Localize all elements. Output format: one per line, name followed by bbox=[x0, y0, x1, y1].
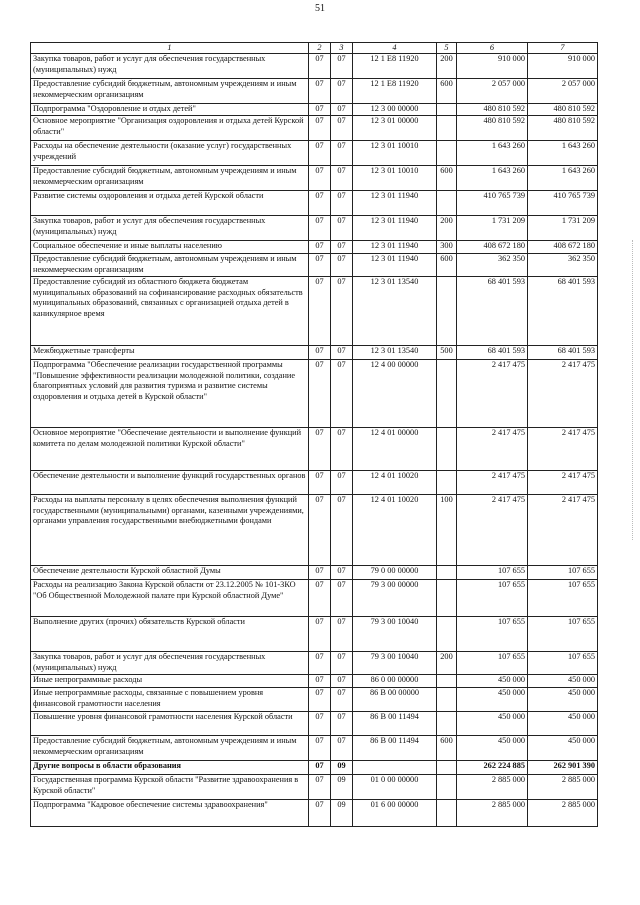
row-subsection: 07 bbox=[331, 580, 353, 617]
row-subsection: 07 bbox=[331, 254, 353, 277]
row-amount-year2: 2 417 475 bbox=[528, 360, 598, 428]
row-expense-type bbox=[437, 104, 457, 116]
row-subsection: 07 bbox=[331, 191, 353, 216]
row-name: Предоставление субсидий бюджетным, автономным учреждениям и иным некоммерческим организациям bbox=[31, 736, 309, 761]
row-amount-year1: 2 417 475 bbox=[457, 428, 528, 471]
row-target-article: 86 В 00 00000 bbox=[353, 688, 437, 712]
row-amount-year2: 2 417 475 bbox=[528, 471, 598, 495]
row-section: 07 bbox=[309, 428, 331, 471]
row-amount-year1: 107 655 bbox=[457, 566, 528, 580]
row-target-article: 01 6 00 00000 bbox=[353, 800, 437, 827]
row-amount-year1: 450 000 bbox=[457, 736, 528, 761]
row-subsection: 07 bbox=[331, 617, 353, 652]
row-amount-year2: 1 643 260 bbox=[528, 166, 598, 191]
table-row bbox=[31, 566, 598, 580]
header-col-amount-year1: 6 bbox=[457, 43, 528, 54]
row-amount-year1: 362 350 bbox=[457, 254, 528, 277]
row-name: Социальное обеспечение и иные выплаты населению bbox=[31, 241, 309, 254]
row-expense-type: 500 bbox=[437, 346, 457, 360]
row-section: 07 bbox=[309, 566, 331, 580]
row-target-article: 12 1 E8 11920 bbox=[353, 79, 437, 104]
row-amount-year1: 480 810 592 bbox=[457, 104, 528, 116]
table-row bbox=[31, 241, 598, 254]
row-name: Повышение уровня финансовой грамотности населения Курской области bbox=[31, 712, 309, 736]
table-row bbox=[31, 761, 598, 775]
row-amount-year2: 2 417 475 bbox=[528, 495, 598, 566]
row-name: Государственная программа Курской области "Развитие здравоохранения в Курской области" bbox=[31, 775, 309, 800]
row-subsection: 07 bbox=[331, 652, 353, 675]
row-expense-type: 300 bbox=[437, 241, 457, 254]
row-subsection: 07 bbox=[331, 428, 353, 471]
row-amount-year2: 480 810 592 bbox=[528, 116, 598, 141]
table-row bbox=[31, 166, 598, 191]
row-name: Расходы на обеспечение деятельности (оказание услуг) государственных учреждений bbox=[31, 141, 309, 166]
row-name: Иные непрограммные расходы bbox=[31, 675, 309, 688]
header-col-section: 2 bbox=[309, 43, 331, 54]
row-amount-year1: 450 000 bbox=[457, 675, 528, 688]
row-amount-year1: 480 810 592 bbox=[457, 116, 528, 141]
row-subsection: 07 bbox=[331, 471, 353, 495]
table-row bbox=[31, 688, 598, 712]
row-amount-year2: 450 000 bbox=[528, 736, 598, 761]
row-section: 07 bbox=[309, 241, 331, 254]
row-section: 07 bbox=[309, 346, 331, 360]
row-amount-year2: 410 765 739 bbox=[528, 191, 598, 216]
row-expense-type: 600 bbox=[437, 79, 457, 104]
row-section: 07 bbox=[309, 277, 331, 346]
row-name: Подпрограмма "Оздоровление и отдых детей" bbox=[31, 104, 309, 116]
row-name: Предоставление субсидий бюджетным, автономным учреждениям и иным некоммерческим организациям bbox=[31, 166, 309, 191]
row-name: Другие вопросы в области образования bbox=[31, 761, 309, 775]
row-section: 07 bbox=[309, 166, 331, 191]
table-row bbox=[31, 277, 598, 346]
row-amount-year1: 2 417 475 bbox=[457, 495, 528, 566]
row-target-article: 12 3 01 10010 bbox=[353, 166, 437, 191]
row-amount-year1: 1 643 260 bbox=[457, 141, 528, 166]
row-expense-type bbox=[437, 800, 457, 827]
row-expense-type bbox=[437, 360, 457, 428]
row-section: 07 bbox=[309, 141, 331, 166]
row-section: 07 bbox=[309, 216, 331, 241]
row-target-article: 12 3 00 00000 bbox=[353, 104, 437, 116]
row-amount-year1: 2 885 000 bbox=[457, 800, 528, 827]
row-section: 07 bbox=[309, 471, 331, 495]
row-name: Подпрограмма "Кадровое обеспечение системы здравоохранения" bbox=[31, 800, 309, 827]
row-name: Межбюджетные трансферты bbox=[31, 346, 309, 360]
row-section: 07 bbox=[309, 580, 331, 617]
row-subsection: 09 bbox=[331, 761, 353, 775]
row-amount-year2: 1 643 260 bbox=[528, 141, 598, 166]
header-col-name: 1 bbox=[31, 43, 309, 54]
row-target-article: 12 3 01 13540 bbox=[353, 277, 437, 346]
table-row bbox=[31, 216, 598, 241]
row-subsection: 07 bbox=[331, 566, 353, 580]
row-subsection: 07 bbox=[331, 277, 353, 346]
row-subsection: 09 bbox=[331, 775, 353, 800]
table-row bbox=[31, 346, 598, 360]
row-subsection: 07 bbox=[331, 736, 353, 761]
row-amount-year1: 107 655 bbox=[457, 652, 528, 675]
row-name: Иные непрограммные расходы, связанные с повышением уровня финансовой грамотности населения bbox=[31, 688, 309, 712]
row-target-article: 12 3 01 11940 bbox=[353, 241, 437, 254]
row-section: 07 bbox=[309, 54, 331, 79]
row-section: 07 bbox=[309, 116, 331, 141]
row-target-article: 12 4 01 10020 bbox=[353, 471, 437, 495]
row-target-article: 01 0 00 00000 bbox=[353, 775, 437, 800]
row-name: Основное мероприятие "Организация оздоровления и отдыха детей Курской области" bbox=[31, 116, 309, 141]
row-amount-year2: 2 885 000 bbox=[528, 800, 598, 827]
row-subsection: 07 bbox=[331, 241, 353, 254]
row-amount-year1: 68 401 593 bbox=[457, 277, 528, 346]
table-row bbox=[31, 712, 598, 736]
row-target-article: 12 4 01 10020 bbox=[353, 495, 437, 566]
row-expense-type bbox=[437, 428, 457, 471]
page-edge-mark bbox=[632, 240, 635, 540]
row-section: 07 bbox=[309, 775, 331, 800]
row-target-article: 12 3 01 11940 bbox=[353, 254, 437, 277]
row-expense-type bbox=[437, 141, 457, 166]
table-row bbox=[31, 617, 598, 652]
row-target-article: 12 3 01 11940 bbox=[353, 191, 437, 216]
row-name: Расходы на выплаты персоналу в целях обеспечения выполнения функций государственными (муниципальными) органами, казенными учреждениями, органами управления государственными внебюджетными фондами bbox=[31, 495, 309, 566]
row-subsection: 07 bbox=[331, 712, 353, 736]
row-target-article bbox=[353, 761, 437, 775]
row-amount-year2: 362 350 bbox=[528, 254, 598, 277]
table-row bbox=[31, 79, 598, 104]
table-row bbox=[31, 652, 598, 675]
row-name: Подпрограмма "Обеспечение реализации государственной программы "Повышение эффективности реализации молодежной политики, создание благоприятных условий для развития туризма и развитие системы оздоровления и отдыха детей в Курской области" bbox=[31, 360, 309, 428]
row-amount-year2: 107 655 bbox=[528, 652, 598, 675]
row-target-article: 79 0 00 00000 bbox=[353, 566, 437, 580]
row-amount-year1: 2 885 000 bbox=[457, 775, 528, 800]
row-amount-year2: 2 417 475 bbox=[528, 428, 598, 471]
row-expense-type: 200 bbox=[437, 652, 457, 675]
row-target-article: 12 3 01 10010 bbox=[353, 141, 437, 166]
row-expense-type bbox=[437, 688, 457, 712]
row-expense-type bbox=[437, 775, 457, 800]
table-row bbox=[31, 675, 598, 688]
row-target-article: 12 4 01 00000 bbox=[353, 428, 437, 471]
row-amount-year1: 410 765 739 bbox=[457, 191, 528, 216]
row-name: Предоставление субсидий из областного бюджета бюджетам муниципальных образований на софинансирование расходных обязательств муниципальных образований, связанных с организацией отдыха детей в каникулярное время bbox=[31, 277, 309, 346]
row-target-article: 12 3 01 00000 bbox=[353, 116, 437, 141]
row-amount-year2: 2 885 000 bbox=[528, 775, 598, 800]
table-row bbox=[31, 471, 598, 495]
row-amount-year1: 262 224 885 bbox=[457, 761, 528, 775]
row-expense-type bbox=[437, 116, 457, 141]
row-expense-type bbox=[437, 191, 457, 216]
table-header-row bbox=[31, 43, 598, 54]
row-section: 07 bbox=[309, 617, 331, 652]
table-row bbox=[31, 800, 598, 827]
row-amount-year2: 1 731 209 bbox=[528, 216, 598, 241]
table-row bbox=[31, 141, 598, 166]
row-amount-year1: 2 057 000 bbox=[457, 79, 528, 104]
row-expense-type: 600 bbox=[437, 736, 457, 761]
row-amount-year2: 450 000 bbox=[528, 675, 598, 688]
row-amount-year1: 910 000 bbox=[457, 54, 528, 79]
header-col-amount-year2: 7 bbox=[528, 43, 598, 54]
header-col-expense-type: 5 bbox=[437, 43, 457, 54]
row-expense-type bbox=[437, 277, 457, 346]
row-amount-year1: 450 000 bbox=[457, 688, 528, 712]
row-subsection: 09 bbox=[331, 800, 353, 827]
table-row bbox=[31, 580, 598, 617]
row-expense-type bbox=[437, 617, 457, 652]
row-expense-type: 200 bbox=[437, 216, 457, 241]
row-name: Закупка товаров, работ и услуг для обеспечения государственных (муниципальных) нужд bbox=[31, 216, 309, 241]
row-target-article: 12 3 01 13540 bbox=[353, 346, 437, 360]
row-amount-year2: 68 401 593 bbox=[528, 277, 598, 346]
table-row bbox=[31, 54, 598, 79]
row-target-article: 79 3 00 10040 bbox=[353, 617, 437, 652]
row-amount-year1: 450 000 bbox=[457, 712, 528, 736]
row-subsection: 07 bbox=[331, 495, 353, 566]
row-amount-year1: 107 655 bbox=[457, 617, 528, 652]
row-expense-type bbox=[437, 566, 457, 580]
row-name: Предоставление субсидий бюджетным, автономным учреждениям и иным некоммерческим организациям bbox=[31, 79, 309, 104]
row-expense-type bbox=[437, 471, 457, 495]
row-section: 07 bbox=[309, 761, 331, 775]
row-amount-year1: 1 731 209 bbox=[457, 216, 528, 241]
row-subsection: 07 bbox=[331, 166, 353, 191]
row-target-article: 12 4 00 00000 bbox=[353, 360, 437, 428]
row-name: Закупка товаров, работ и услуг для обеспечения государственных (муниципальных) нужд bbox=[31, 54, 309, 79]
row-amount-year1: 2 417 475 bbox=[457, 471, 528, 495]
row-section: 07 bbox=[309, 191, 331, 216]
row-amount-year1: 408 672 180 bbox=[457, 241, 528, 254]
row-subsection: 07 bbox=[331, 360, 353, 428]
row-subsection: 07 bbox=[331, 116, 353, 141]
row-target-article: 79 3 00 10040 bbox=[353, 652, 437, 675]
row-target-article: 86 В 00 11494 bbox=[353, 712, 437, 736]
row-subsection: 07 bbox=[331, 675, 353, 688]
row-amount-year2: 408 672 180 bbox=[528, 241, 598, 254]
row-section: 07 bbox=[309, 712, 331, 736]
row-section: 07 bbox=[309, 79, 331, 104]
row-section: 07 bbox=[309, 652, 331, 675]
row-expense-type bbox=[437, 675, 457, 688]
row-amount-year1: 68 401 593 bbox=[457, 346, 528, 360]
header-col-target-article: 4 bbox=[353, 43, 437, 54]
row-amount-year1: 107 655 bbox=[457, 580, 528, 617]
budget-table bbox=[30, 42, 598, 827]
table-row bbox=[31, 116, 598, 141]
row-expense-type bbox=[437, 761, 457, 775]
row-target-article: 12 3 01 11940 bbox=[353, 216, 437, 241]
table-row bbox=[31, 775, 598, 800]
row-amount-year2: 107 655 bbox=[528, 617, 598, 652]
row-subsection: 07 bbox=[331, 216, 353, 241]
row-section: 07 bbox=[309, 495, 331, 566]
row-section: 07 bbox=[309, 104, 331, 116]
table-row bbox=[31, 254, 598, 277]
row-expense-type: 100 bbox=[437, 495, 457, 566]
row-subsection: 07 bbox=[331, 54, 353, 79]
row-section: 07 bbox=[309, 800, 331, 827]
row-expense-type: 200 bbox=[437, 54, 457, 79]
page-number: 51 bbox=[315, 3, 325, 14]
row-name: Закупка товаров, работ и услуг для обеспечения государственных (муниципальных) нужд bbox=[31, 652, 309, 675]
row-section: 07 bbox=[309, 675, 331, 688]
table-row bbox=[31, 191, 598, 216]
table-row bbox=[31, 104, 598, 116]
row-amount-year1: 2 417 475 bbox=[457, 360, 528, 428]
row-amount-year2: 107 655 bbox=[528, 580, 598, 617]
row-target-article: 12 1 E8 11920 bbox=[353, 54, 437, 79]
table-row bbox=[31, 736, 598, 761]
row-name: Обеспечение деятельности и выполнение функций государственных органов bbox=[31, 471, 309, 495]
row-target-article: 86 0 00 00000 bbox=[353, 675, 437, 688]
row-section: 07 bbox=[309, 688, 331, 712]
table-row bbox=[31, 360, 598, 428]
row-name: Основное мероприятие "Обеспечение деятельности и выполнение функций комитета по делам молодежной политики Курской области" bbox=[31, 428, 309, 471]
row-amount-year2: 2 057 000 bbox=[528, 79, 598, 104]
row-section: 07 bbox=[309, 736, 331, 761]
row-subsection: 07 bbox=[331, 346, 353, 360]
row-amount-year2: 450 000 bbox=[528, 712, 598, 736]
row-expense-type bbox=[437, 580, 457, 617]
row-expense-type bbox=[437, 712, 457, 736]
row-name: Расходы на реализацию Закона Курской области от 23.12.2005 № 101-ЗКО "Об Общественной Молодежной палате при Курской областной Думе" bbox=[31, 580, 309, 617]
row-amount-year2: 480 810 592 bbox=[528, 104, 598, 116]
row-section: 07 bbox=[309, 254, 331, 277]
row-target-article: 79 3 00 00000 bbox=[353, 580, 437, 617]
row-amount-year2: 262 901 390 bbox=[528, 761, 598, 775]
row-subsection: 07 bbox=[331, 79, 353, 104]
row-target-article: 86 В 00 11494 bbox=[353, 736, 437, 761]
row-name: Обеспечение деятельности Курской областной Думы bbox=[31, 566, 309, 580]
row-section: 07 bbox=[309, 360, 331, 428]
row-subsection: 07 bbox=[331, 104, 353, 116]
row-amount-year2: 68 401 593 bbox=[528, 346, 598, 360]
header-col-subsection: 3 bbox=[331, 43, 353, 54]
row-name: Развитие системы оздоровления и отдыха детей Курской области bbox=[31, 191, 309, 216]
row-amount-year2: 107 655 bbox=[528, 566, 598, 580]
row-name: Выполнение других (прочих) обязательств Курской области bbox=[31, 617, 309, 652]
row-name: Предоставление субсидий бюджетным, автономным учреждениям и иным некоммерческим организациям bbox=[31, 254, 309, 277]
row-expense-type: 600 bbox=[437, 254, 457, 277]
table-row bbox=[31, 428, 598, 471]
row-expense-type: 600 bbox=[437, 166, 457, 191]
row-amount-year2: 910 000 bbox=[528, 54, 598, 79]
row-amount-year1: 1 643 260 bbox=[457, 166, 528, 191]
row-amount-year2: 450 000 bbox=[528, 688, 598, 712]
row-subsection: 07 bbox=[331, 688, 353, 712]
row-subsection: 07 bbox=[331, 141, 353, 166]
table-row bbox=[31, 495, 598, 566]
